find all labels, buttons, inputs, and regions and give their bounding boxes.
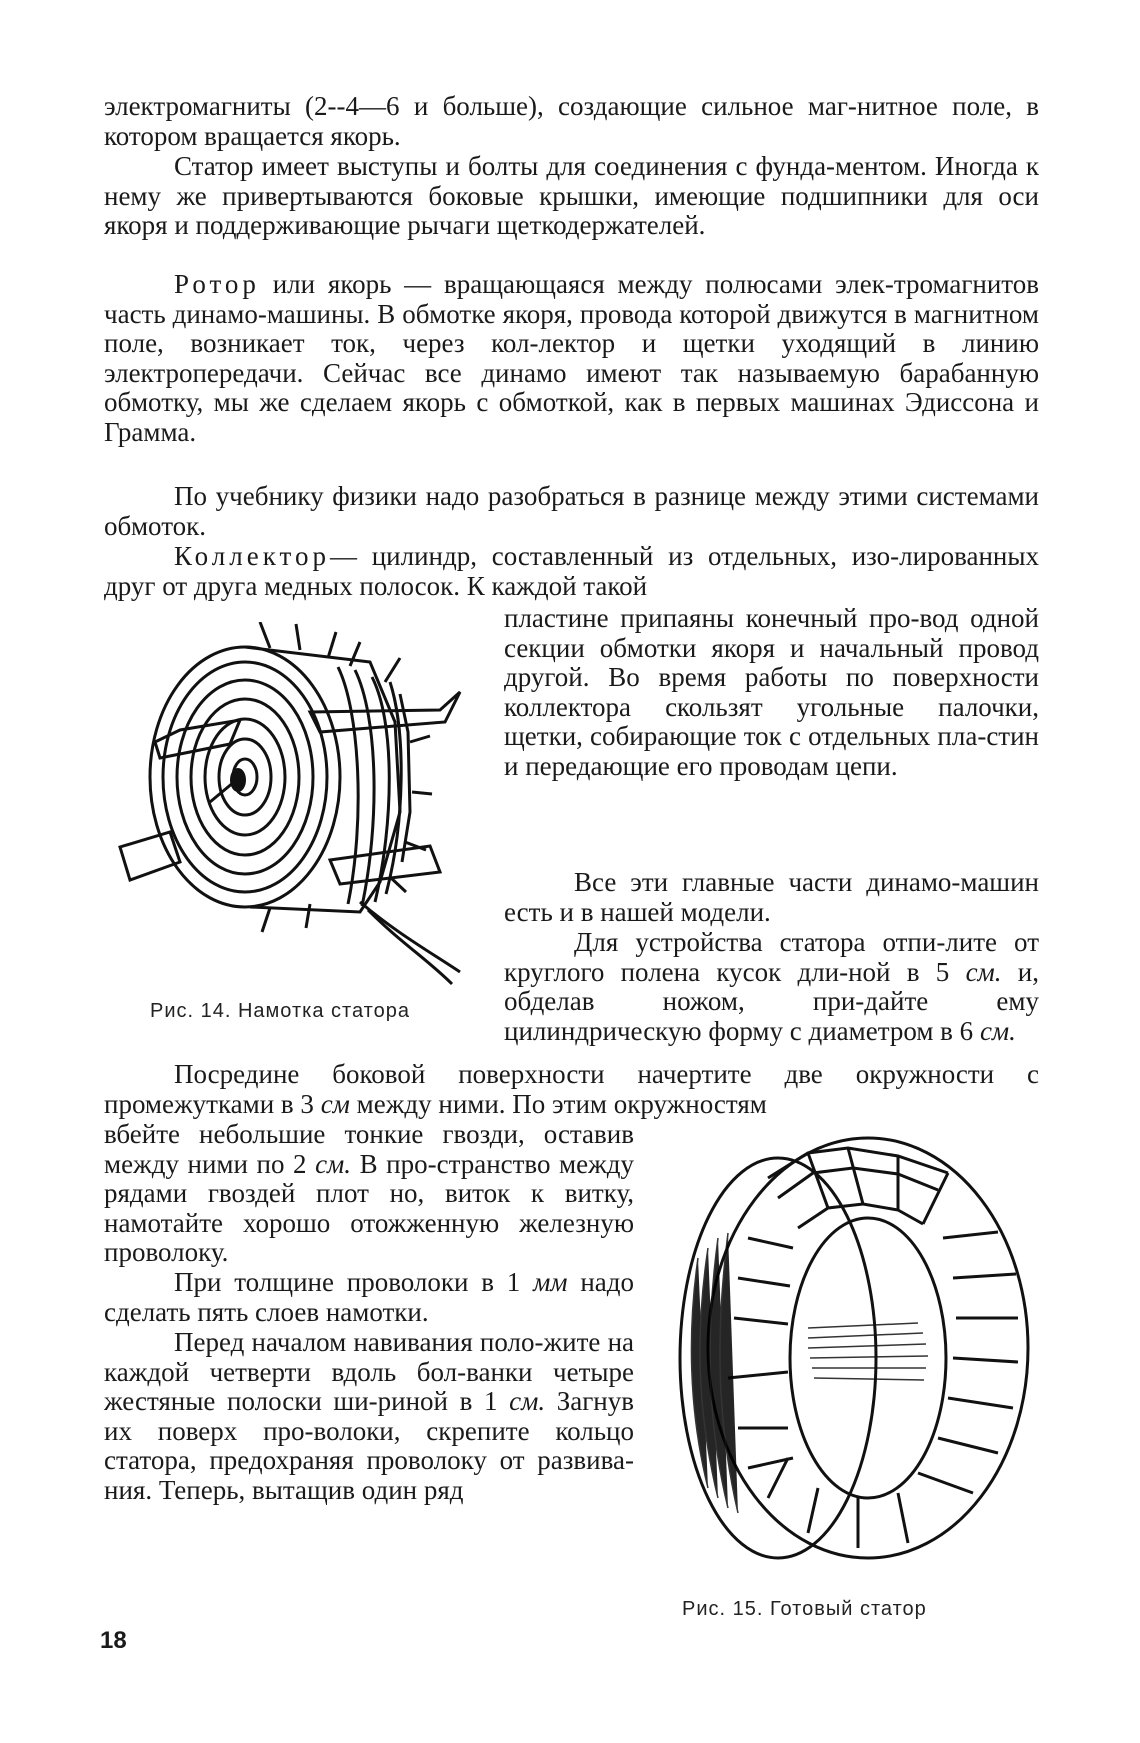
unit-cm-dot-4: см. <box>509 1386 546 1417</box>
caption-figure-15-text: Рис. 15. Готовый статор <box>682 1598 927 1620</box>
unit-cm: см <box>320 1088 350 1119</box>
paragraph-main-parts <box>504 868 1039 927</box>
figure-finished-stator <box>668 1128 1038 1568</box>
paragraph-tin-strips <box>104 1328 634 1506</box>
figure-stator-winding <box>110 622 480 992</box>
page-number: 18 <box>100 1627 127 1654</box>
paragraph-wire-layers-text-2: надо сделать пять слоев намотки. <box>104 1267 635 1327</box>
paragraph-collector-text: — цилиндр, составленный из отдельных, изо-лированных друг от друга медных полосок. К каждой такой <box>104 541 1039 601</box>
paragraph-main-parts-text: Все эти главные части динамо-машин есть и в нашей модели. <box>504 867 1039 927</box>
term-collector: Коллектор <box>174 541 330 571</box>
paragraph-stator-making-text-2: и, обделав ножом, при-дайте ему цилиндрическую форму с диаметром в 6 <box>504 956 1039 1046</box>
paragraph-textbook-text: По учебнику физики надо разобраться в разнице между этими системами обмоток. <box>104 481 1039 541</box>
paragraph-tin-strips-text-1: Перед началом навивания поло-жите на каждой четверти вдоль бол-ванки четыре жестяные полоски ши-риной в 1 <box>104 1327 634 1417</box>
paragraph-2 <box>104 152 1039 241</box>
paragraph-circles <box>104 1060 1039 1119</box>
paragraph-1 <box>104 92 1039 151</box>
paragraph-stator-making-text-1: Для устройства статора отпи-лите от круглого полена кусок дли-ной в 5 <box>504 927 1039 987</box>
paragraph-nails <box>104 1120 634 1268</box>
paragraph-rotor <box>104 270 1039 448</box>
paragraph-circles-text-2: между ними. По этим окружностям <box>356 1088 767 1119</box>
paragraph-rotor-text: или якорь — вращающаяся между полюсами элек-тромагнитов часть динамо-машины. В обмотке якоря, провода которой движутся в магнитном поле, возникает ток, через кол-лектор и щетки уходящий в линию электропередачи. Сейчас все динамо имеют так называемую барабанную обмотку, мы же сделаем якорь с обмоткой, как в первых машинах Эдиссона и Грамма. <box>104 269 1039 447</box>
paragraph-2-text: Статор имеет выступы и болты для соединения с фунда-ментом. Иногда к нему же привертываются боковые крышки, имеющие подшипники для оси якоря и поддерживающие рычаги щеткодержателей. <box>104 151 1039 241</box>
paragraph-circles-text-1: Посредине боковой поверхности начертите две окружности с промежутками в 3 <box>104 1059 1039 1119</box>
term-rotor: Ротор <box>174 269 260 299</box>
unit-mm: мм <box>533 1267 568 1297</box>
unit-cm-dot: см. <box>965 956 1002 987</box>
unit-cm-dot-3: см. <box>315 1148 352 1179</box>
paragraph-nails-text-2: В про-странство между рядами гвоздей плот но, виток к витку, намотайте хорошо отожженную железную проволоку. <box>104 1148 635 1268</box>
paragraph-stator-making <box>504 928 1039 1046</box>
paragraph-tin-strips-text-2: Загнув их поверх про-волоки, скрепите кольцо статора, предохраняя проволоку от развива-ния. Теперь, вытащив один ряд <box>104 1386 634 1505</box>
caption-figure-14 <box>150 1000 410 1023</box>
paragraph-nails-text-1: вбейте небольшие тонкие гвозди, оставив между ними по 2 <box>104 1119 634 1179</box>
paragraph-collector-continued <box>504 604 1039 782</box>
paragraph-textbook <box>104 482 1039 541</box>
paragraph-wire-layers <box>104 1268 634 1327</box>
unit-cm-dot-2: см. <box>979 1015 1016 1046</box>
paragraph-1-text: электромагниты (2--4—6 и больше), создающие сильное маг-нитное поле, в котором вращается якорь. <box>104 91 1039 151</box>
paragraph-wire-layers-text-1: При толщине проволоки в 1 <box>174 1267 521 1297</box>
paragraph-collector-continued-text: пластине припаяны конечный про-вод одной секции обмотки якоря и начальный провод другой. Во время работы по поверхности коллектора скользят угольные палочки, щетки, собирающие ток с отдельных пла-стин и передающие его проводам цепи. <box>504 603 1039 781</box>
caption-figure-15 <box>682 1598 927 1621</box>
caption-figure-14-text: Рис. 14. Намотка статора <box>150 1000 410 1022</box>
paragraph-collector <box>104 542 1039 601</box>
